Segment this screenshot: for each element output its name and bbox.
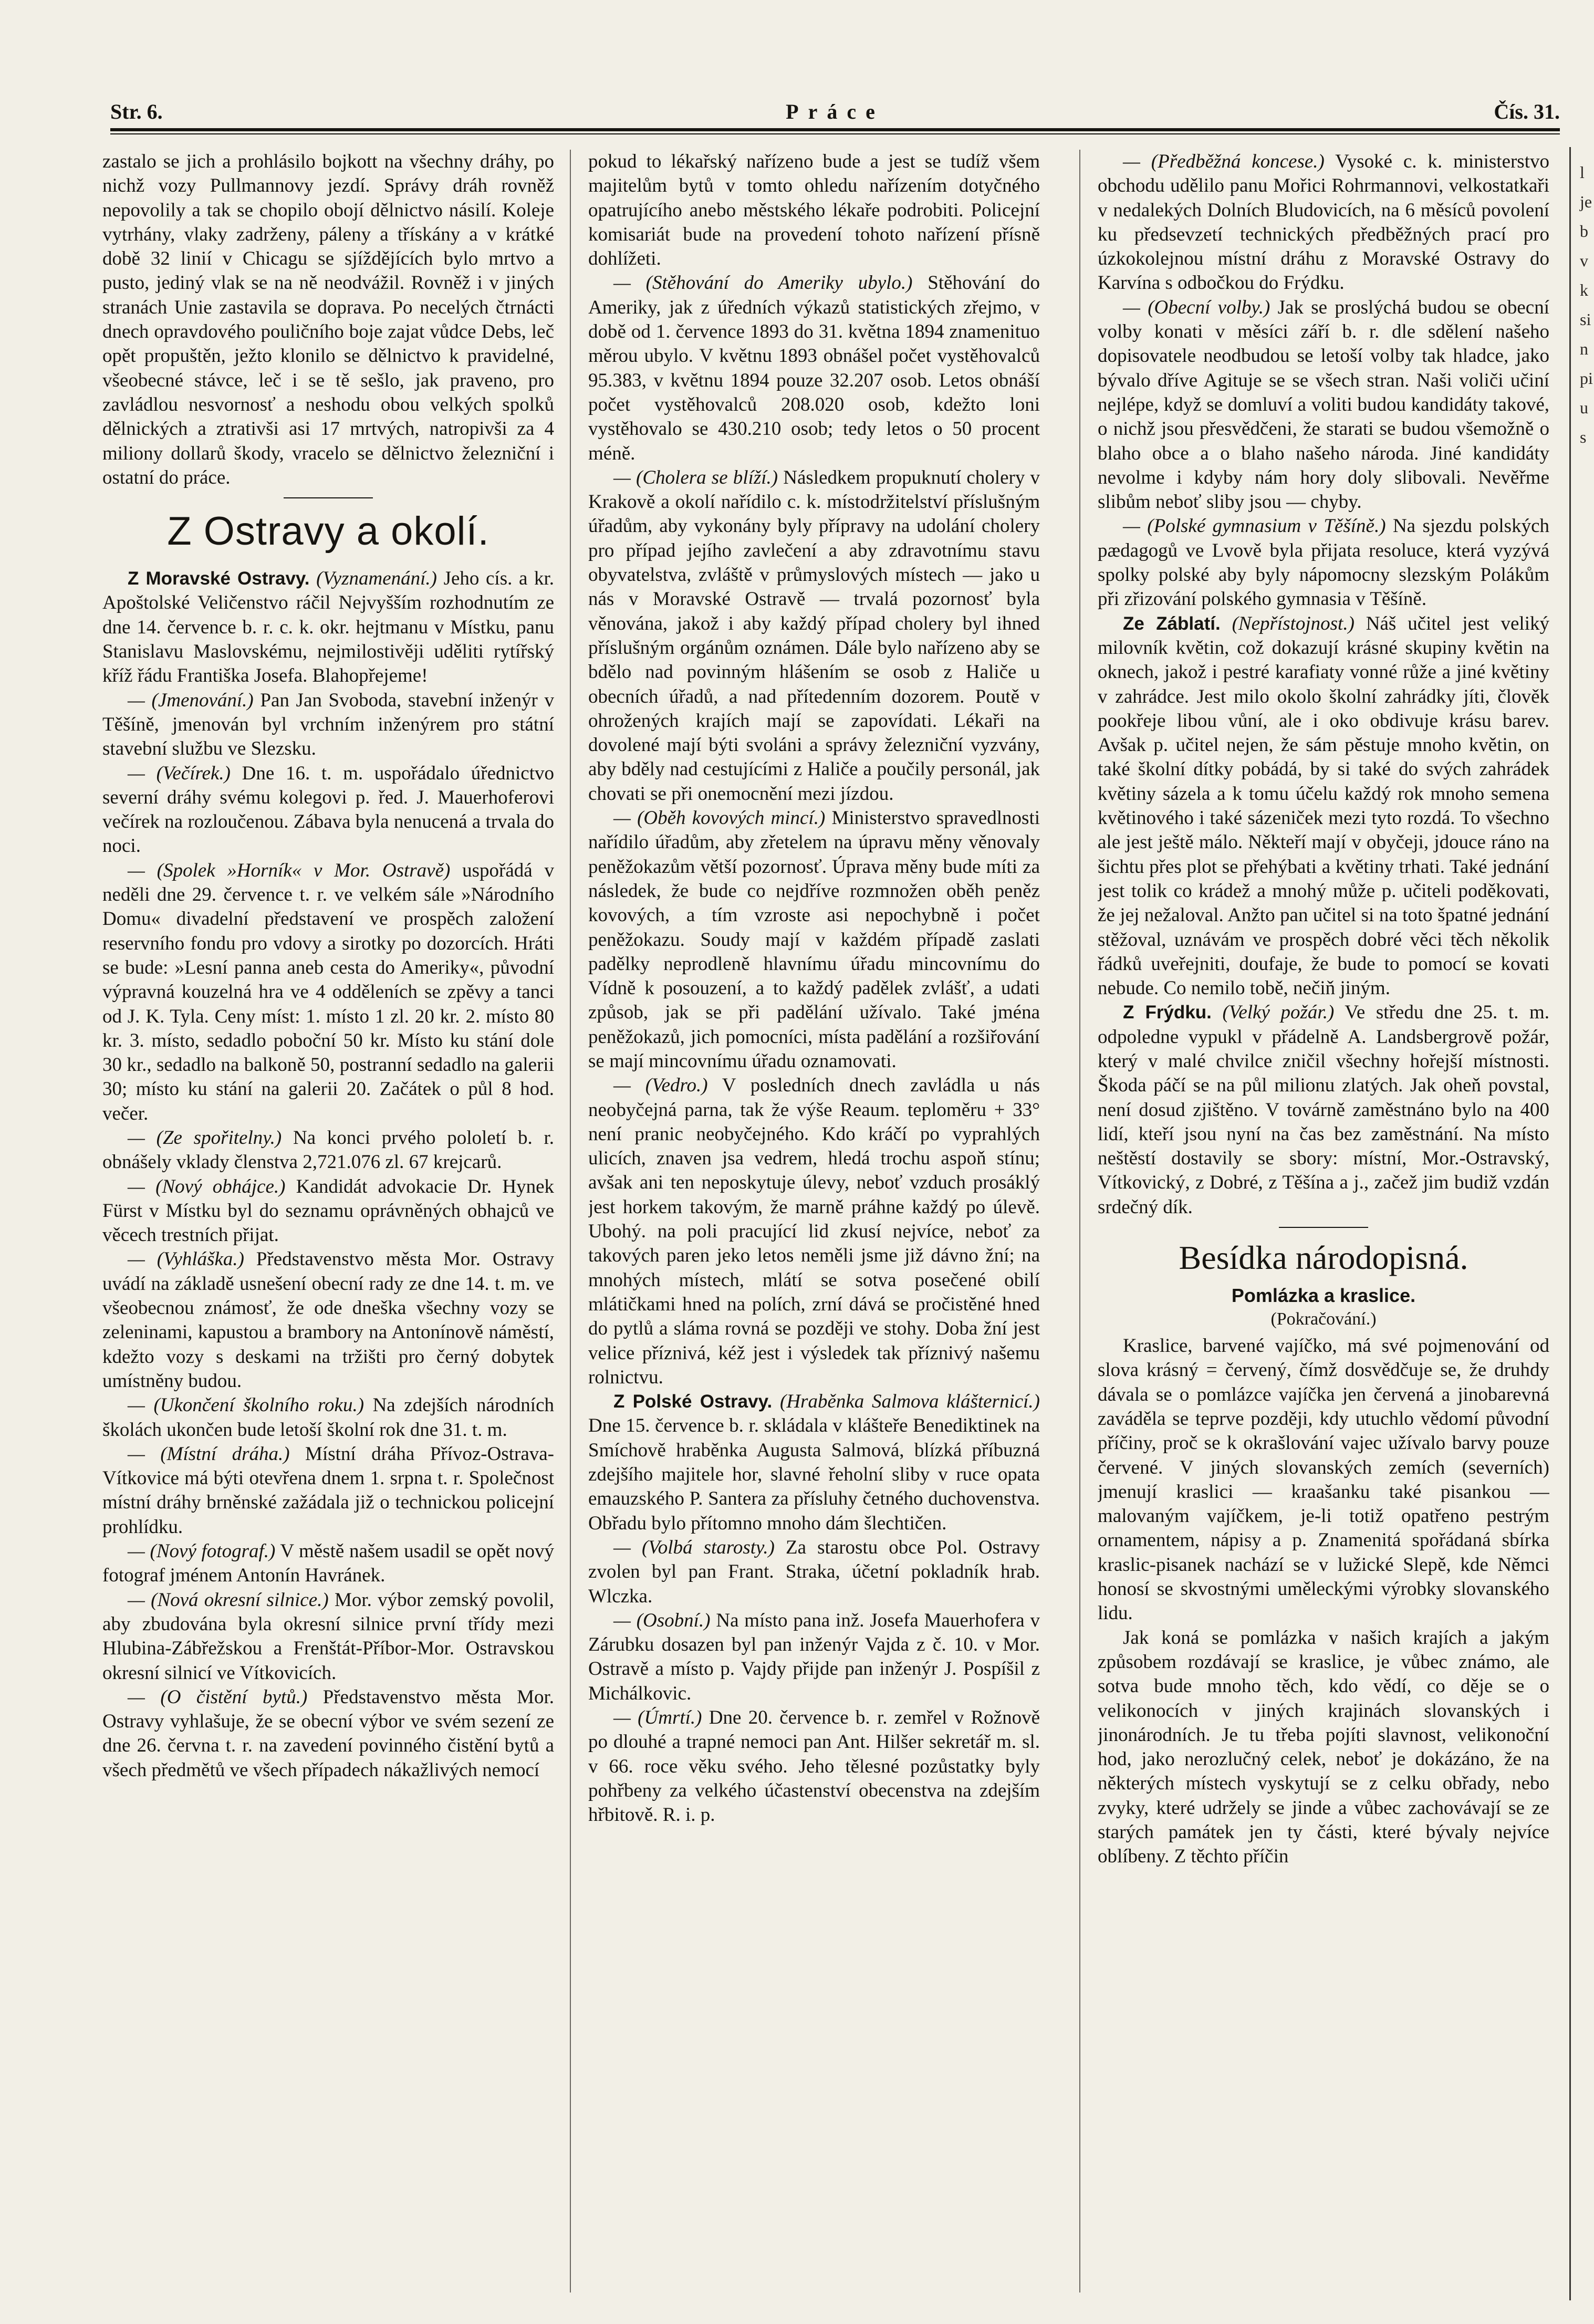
news-item-skolni-rok <box>102 1393 554 1442</box>
news-item-osobni <box>588 1609 1040 1706</box>
place-lead: Z Polské Ostravy. <box>613 1391 773 1412</box>
feature-paragraph: Kraslice, barvené vajíčko, má své pojmenování od slova krásný = červený, čímž dosvědčuje se, že druhdy dávala se o pomlázce vajíčka jen červená a jinobarevná zaváděla se teprve později, kdy utuchlo vědomí původní příčiny, proč se k okrašlování vajec užívalo barvy pouze červené. V jiných slovanských zemích (severních) jmenují kraslici — kraašanku také pisankou — malovaným vajíčkem, je-li totiž opatřeno pestrým ornamentem, nápisy a p. Znamenitá spořádaná sbírka kraslic-pisanek nachází se v lužické Slepě, kde Němci honosí se skvostnými uměleckými výrobky slovanského lidu. <box>1098 1335 1549 1624</box>
item-heading: (Hraběnka Salmova klášternicí.) <box>780 1391 1040 1413</box>
item-heading: — (Cholera se blíží.) <box>613 466 778 488</box>
item-heading: — (Úmrtí.) <box>613 1707 702 1728</box>
article-continuation: pokud to lékařský nařízeno bude a jest se tudíž všem majitelům bytů v tomto ohledu nařízením dotyčného opatrujícího anebo městského lékaře podrobiti. Policejní komisariát bude na provedení tohoto nařízení přísně dohlížeti. <box>588 151 1040 270</box>
news-item-koncese <box>1098 150 1549 296</box>
edge-fragment: pi <box>1580 369 1593 388</box>
item-text: Na zdejších národních školách ukončen bude letoší školní rok dne 31. t. m. <box>102 1394 554 1441</box>
item-heading: (Vyznamenání.) <box>316 568 437 590</box>
news-item-sporitelna <box>102 1126 554 1175</box>
item-heading: — (Místní dráha.) <box>128 1443 290 1465</box>
edge-fragment: u <box>1580 398 1588 417</box>
news-item-fotograf <box>102 1539 554 1588</box>
item-text: V městě našem usadil se opět nový fotograf jménem Antonín Havránek. <box>102 1540 554 1587</box>
item-heading: (Velký požár.) <box>1222 1002 1335 1024</box>
item-text: Představenstvo města Mor. Ostravy uvádí na základě usnešení obecní rady ze dne 14. t. m. ve všeobecnou známosť, že ode dneška všechny vozy se zeleninami, kapustou a brambory na Antonínově náměstí, kdežto vozy s deskami na tržišti pro černý dobytek umístněny budou. <box>102 1248 554 1392</box>
item-heading: — (Stěhování do Ameriky ubylo.) <box>613 272 913 294</box>
item-heading: — (Nová okresní silnice.) <box>128 1589 329 1611</box>
item-heading: — (Vedro.) <box>613 1075 708 1097</box>
item-text: Dne 16. t. m. uspořádalo úřednictvo severní dráhy svému kolegovi p. řed. J. Mauerhoferovi večírek na rozloučenou. Zábava byla nenucená a trvala do noci. <box>102 762 554 857</box>
edge-fragment: si <box>1580 310 1591 329</box>
news-item-cisteni-bytu <box>102 1685 554 1783</box>
header-rule-thin <box>110 133 1560 134</box>
feature-title: Besídka národopisná. <box>1179 1239 1468 1277</box>
item-heading: — (Ze spořitelny.) <box>128 1127 282 1149</box>
item-heading: — (Oběh kovových mincí.) <box>613 807 826 829</box>
item-text: Stěhování do Ameriky, jak z úředních výkazů statistických zřejmo, v době od 1. července 1893 do 31. května 1894 znamenituo měrou ubylo. V květnu 1893 obnášel počet vystěhovalců 95.383, v květnu 1894 pouze 32.207 osob. Letos obnáší počet vystěhovalců 208.020 osob, kdežto loni vystěhovalo se 430.210 osob; tedy letos o 50 procent méně. <box>588 272 1040 464</box>
edge-fragment: n <box>1580 339 1588 358</box>
item-text: Místní dráha Přívoz-Ostrava-Vítkovice má býti otevřena dnem 1. srpna t. r. Společnost místní dráhy brněnské zažádala již o technickou policejní prohlídku. <box>102 1443 554 1538</box>
item-heading: — (Spolek »Horník« v Mor. Ostravě) <box>128 859 451 881</box>
item-text: Dne 20. července b. r. zemřel v Rožnově po dlouhé a trapné nemoci pan Ant. Hilšer sekretář m. sl. v 66. roce věku svého. Jeho tělesné pozůstatky byly pohřbeny za velkého účastenství obecenstva na zdejším hřbitově. R. i. p. <box>588 1707 1040 1826</box>
item-text: Mor. výbor zemský povolil, aby zbudována byla okresní silnice první třídy mezi Hlubina-Zábřežskou a Frenštát-Příbor-Mor. Ostravskou okresní silnicí ve Vítkovicích. <box>102 1589 554 1684</box>
column-2 <box>588 150 1040 2292</box>
item-text: Na konci prvého pololetí b. r. obnášely vklady členstva 2,721.076 zl. 67 krejcarů. <box>102 1127 554 1173</box>
edge-fragment: l <box>1580 163 1585 182</box>
item-text: Na sjezdu polských pædagogů ve Lvově byla přijata resoluce, která vyzývá spolky polské aby byly nápomocny slezským Polákům při zřizování polského gymnasia v Těšíně. <box>1098 515 1549 610</box>
news-item-vyhlaska <box>102 1247 554 1393</box>
news-item-stehovani <box>588 271 1040 465</box>
news-item-salmova <box>588 1390 1040 1536</box>
item-text: Jeho cís. a kr. Apoštolské Veličenstvo ráčil Nejvyšším rozhodnutím ze dne 14. července b. r. c. k. okr. hejtmanu v Místku, panu Stanislavu Maslovskému, nejmilostivěji uděliti rytířský kříž řádu Františka Josefa. Blahopřejeme! <box>102 568 554 687</box>
item-text: V posledních dnech zavládla u nás neobyčejná parna, tak že výše Reaum. teploměru + 33° není pranic neobyčejného. Kdo kráčí po vyprahlých ulicích, znaven jsa vedrem, hledá trochu aspoň stínu; avšak ani ten neposkytuje úlevy, neboť vzduch prosáklý jest horkem takovým, že marně práhne každý po úlevě. Ubohý. na poli pracující lid zkusí nejvíce, neboť za takových paren jeko letos neměli jsme již dávno žní; na mnohých místech, mlátí se sotva posečené obilí mlátičkami hned na polích, zrní dává se pročistěné hned do pytlů a sláma rovná se později ve stohy. Doba žní jest velice příznivá, kéž jest i výsledek tak příznivý našemu rolnictvu. <box>588 1075 1040 1388</box>
news-item-silnice <box>102 1588 554 1685</box>
item-heading: — (Ukončení školního roku.) <box>128 1394 364 1416</box>
item-text: uspořádá v neděli dne 29. července t. r. ve velkém sále »Národního Domu« divadelní představení ve prospěch založení reservního fondu pro vdovy a sirotky po dozorcích. Hráti se bude: »Lesní panna aneb cesta do Ameriky«, původní výpravná kouzelná hra ve 4 odděleních se zpěvy a tanci od J. K. Tyla. Ceny míst: 1. místo 1 zl. 20 kr. 2. místo 80 kr. 3. místo, sedadlo poboční 50 kr. Místo ku stání dole 30 kr., sedadlo na balkoně 50, postranní sedadlo na galerii 30; místo ku stání na galerii 20. Začátek o půl 8 hod. večer. <box>102 859 554 1124</box>
item-text: Jak se proslýchá budou se obecní volby konati v měsíci září b. r. dle sdělení našeho dopisovatele neodbudou se letoší volby tak hladce, jako bývalo dříve Agituje se se všech stran. Naši voliči učiní nejlépe, když se domluví a voliti budou kandidáty takové, o nichž jsou přesvědčeni, že starati se budou všemožně o blaho obce a o blaho našeho národa. Jiné kandidáty nevolme i kdyby nám hory doly slibovali. Nevěřme slibům neboť sliby jsou — chyby. <box>1098 296 1549 513</box>
news-item-vyznamenani <box>102 567 554 688</box>
item-text: Ve středu dne 25. t. m. odpoledne vypukl v přádelně A. Landsbergrově požár, který v malé chvilce zničil všechny hořejší místnosti. Škoda páčí se na půl milionu zlatých. Jak oheň povstal, není dosud zjištěno. V továrně zaměstnáno bylo na 400 lidí, kteří jsou nyní na čas bez zaměstnání. Na místo neštěstí dostavily se sbory: místní, Mor.-Ostravský, Vítkovický, z Dobré, z Těšína a j., začež jim budiž vzdán srdečný dík. <box>1098 1002 1549 1218</box>
news-item-zablati <box>1098 612 1549 1001</box>
edge-fragment: je <box>1580 192 1592 211</box>
news-item-gymnasium <box>1098 514 1549 611</box>
item-heading: — (Večírek.) <box>128 762 231 784</box>
divider <box>1279 1227 1368 1228</box>
item-heading: — (Nový fotograf.) <box>128 1540 276 1562</box>
item-text: Ministerstvo spravedlnosti nařídilo úřadům, aby zřetelem na úpravu měny věnovaly peněžokazům větší pozornosť. Úprava měny bude míti za následek, že bude co nejdříve rozmnožen oběh peněz kovových, a tím vzroste asi nepochybně i počet peněžokazu. Soudy mají v každém případě zaslati padělky neprodleně hlavnímu úřadu mincovnímu do Vídně k posouzení, a to každý padělek zvlášť, a udati způsob, jak se při padělání užívalo. Také jména peněžokazů, jich pomocníci, místa padělání a rozšiřování se mají mincovnímu úřadu oznamovati. <box>588 807 1040 1072</box>
news-item-obhajce <box>102 1175 554 1248</box>
news-item-mistni-draha <box>102 1442 554 1539</box>
edge-fragment: v <box>1580 251 1588 270</box>
adjacent-page-fragments <box>1580 158 1594 452</box>
edge-fragment: b <box>1580 222 1588 241</box>
divider <box>284 497 373 498</box>
column-1 <box>102 150 554 2292</box>
news-item-obecni-volby <box>1098 296 1549 515</box>
item-text: Za starostu obce Pol. Ostravy zvolen byl pan Frant. Straka, účetní pokladník hrab. Wlczka. <box>588 1536 1040 1607</box>
news-item-umrti <box>588 1706 1040 1827</box>
item-heading: — (O čistění bytů.) <box>128 1686 308 1708</box>
item-text: Kandidát advokacie Dr. Hynek Fürst v Místku byl do seznamu oprávněných obhajců ve věcech trestních přijat. <box>102 1175 554 1246</box>
item-text: Následkem propuknutí cholery v Krakově a okolí nařídilo c. k. místodržitelství příslušným úřadům, aby vykonány byly přípravy na udolání cholery pro případ jejího zavlečení a aby zdravotnímu stavu obyvatelstva, zvláště v průmyslových místech — jako u nás v Moravské Ostravě — trvalá pozornosť byla věnována, jakož i aby každý případ cholery byl ihned příslušným orgánům oznámen. Dále bylo nařízeno aby se bdělo nad povinným hlášením se osob z Haliče u obecních úřadů, a nad přítedenním dozorem. Poutě v ohrožených krajích mají se zapovídati. Lékaři na dovolené mají býti svoláni a správy železniční vyzvány, aby bděly nad cestujícími z Haliče a poučily personál, jak chovati se při onemocnění mezi jízdou. <box>588 466 1040 805</box>
feature-note: (Pokračování.) <box>1270 1309 1377 1329</box>
item-text: Představenstvo města Mor. Ostravy vyhlašuje, že se obecní výbor ve svém sezení ze dne 26. června t. r. na zavedení povinného čistění bytů a všech předmětů ve všech případech nákažlivých nemocí <box>102 1686 554 1781</box>
item-text: Vysoké c. k. ministerstvo obchodu udělilo panu Mořici Rohrmannovi, velkostatkaři v nedalekých Dolních Bludovicích, na 6 měsíců povolení ku předsevzetí technických předběžných prací pro úzkokolejnou místní dráhu z Moravské Ostravy do Karvína s odbočkou do Frýdku. <box>1098 151 1549 294</box>
item-text: Náš učitel jest veliký milovník květin, což dokazují krásné skupiny květin na oknech, jakož i pestré karafiaty vonné růže a jiné květiny v zahrádce. Jest milo okolo školní zahrádky jíti, člověk pookřeje libou vůní, ale i oko obdivuje krásu barev. Avšak p. učitel nejen, že sám pěstuje mnoho květin, on také školní dítky pobádá, by si také do svých zahrádek květiny sázela a k tomu účelu každý rok mnoho semena květinového i také sázeniček mezi tyto rozdá. To všechno ale jest ještě málo. Někteří mají v obyčeji, jdouce ráno na šichtu přes plot se přehýbati a květiny trhati. Také jednání jest tolik co krádež a mnohý může p. učiteli poděkovati, že jej nežaloval. Anžto pan učitel si na toto špatné jednání stěžoval, uznávám ve prospěch dobré věci těch několik řádků uveřejniti, doufaje, že bude to pomocí se kovati nebude. Co nemilo tobě, nečiň jiným. <box>1098 612 1549 999</box>
feature-paragraph: Jak koná se pomlázka v našich krajích a jakým způsobem rozdávají se kraslice, je vůbec známo, ale sotva bude mnoho těch, kdo vědí, co děje se o velikonocích v jiných krajinách slovanských i jinonárodních. Je tu třeba pojíti slavnost, velikonoční hod, jako nerozlučný celek, neboť je dokázáno, že na některých místech vyskytují se z celku obřady, nebo zvyky, které udržely se jinde a vůbec zachovávají se ze starých památek jen ty části, které bývaly nejvíce oblíbeny. Z těchto příčin <box>1098 1627 1549 1868</box>
page-edge-rule <box>1569 147 1571 2300</box>
item-text: Dne 15. července b. r. skládala v klášteře Benediktinek na Smíchově hraběnka Augusta Salmová, blízká příbuzná zdejšího majitele hor, slavné řeholní sliby v ruce opata emauzského P. Santera za přísluhy četného duchovenstva. Obřadu bylo přítomno mnoho dám šlechtičen. <box>588 1415 1040 1534</box>
place-lead: Z Frýdku. <box>1123 1002 1212 1023</box>
feature-subtitle: Pomlázka a kraslice. <box>1231 1285 1416 1307</box>
news-item-vedro <box>588 1074 1040 1390</box>
news-item-cholera <box>588 466 1040 806</box>
item-heading: (Nepřístojnost.) <box>1232 612 1355 634</box>
newspaper-title: Práce <box>786 100 884 123</box>
issue-number: Čís. 31. <box>1494 100 1560 123</box>
item-text: Pan Jan Svoboda, stavební inženýr v Těšíně, jmenován byl vrchním inženýrem pro státní stavební službu ve Slezsku. <box>102 689 554 760</box>
news-item-hornik <box>102 859 554 1126</box>
column-3 <box>1098 150 1549 2292</box>
news-item-volba-starosty <box>588 1536 1040 1609</box>
column-rule <box>1079 150 1080 2292</box>
item-heading: — (Osobní.) <box>613 1609 711 1631</box>
article-continuation: zastalo se jich a prohlásilo bojkott na všechny dráhy, po nichž vozy Pullmannovy jezdí. Správy dráh rovněž nepovolily a tak se chopilo obojí dělnictvo násilí. Koleje vytrhány, vlaky zadrženy, páleny a třískány a v krátké době 32 linií v Chicagu se sjíždějících bylo mrtvo a pusto, jediný vlak se na ně neodvážil. Rovněž i v jiných stranách Unie zastavila se doprava. Po necelých čtrnácti dnech opravdového pouličního boje zajat vůdce Debs, leč opět propuštěn, ježto klonilo se dělnictvo k pravidelné, všeobecné stávce, leč i se tě sešlo, jak praveno, pro zavládlou nesvornosť a neshodu obou velkých spolků dělnických a ztrativši asi 17 mrtvých, natropivši za 4 miliony dollarů škody, vracelo se dělnictvo železniční i ostatní do práce. <box>102 151 554 488</box>
header-rule <box>110 128 1560 131</box>
item-heading: — (Předběžná koncese.) <box>1123 151 1325 172</box>
news-item-jmenovani <box>102 689 554 762</box>
item-heading: — (Jmenování.) <box>128 689 254 711</box>
place-lead: Z Moravské Ostravy. <box>128 568 310 589</box>
news-item-obeh-minci <box>588 806 1040 1074</box>
place-lead: Ze Záblatí. <box>1123 613 1221 634</box>
item-heading: — (Nový obhájce.) <box>128 1175 286 1197</box>
section-title: Z Ostravy a okolí. <box>167 509 489 554</box>
column-rule <box>570 150 571 2292</box>
edge-fragment: s <box>1580 428 1587 446</box>
page-header <box>110 90 1560 127</box>
news-item-frydek <box>1098 1001 1549 1220</box>
item-text: Na místo pana inž. Josefa Mauerhofera v Zárubku dosazen byl pan inženýr Vajda z č. 10. v Mor. Ostravě a místo p. Vajdy přijde pan inženýr J. Pospíšil z Michálkovic. <box>588 1609 1040 1704</box>
news-item-vecirek <box>102 762 554 859</box>
item-heading: — (Volbá starosty.) <box>613 1536 775 1558</box>
item-heading: — (Polské gymnasium v Těšíně.) <box>1123 515 1386 537</box>
page-number: Str. 6. <box>110 100 163 123</box>
item-heading: — (Obecní volby.) <box>1123 296 1270 318</box>
item-heading: — (Vyhláška.) <box>128 1248 244 1270</box>
edge-fragment: k <box>1580 280 1588 299</box>
